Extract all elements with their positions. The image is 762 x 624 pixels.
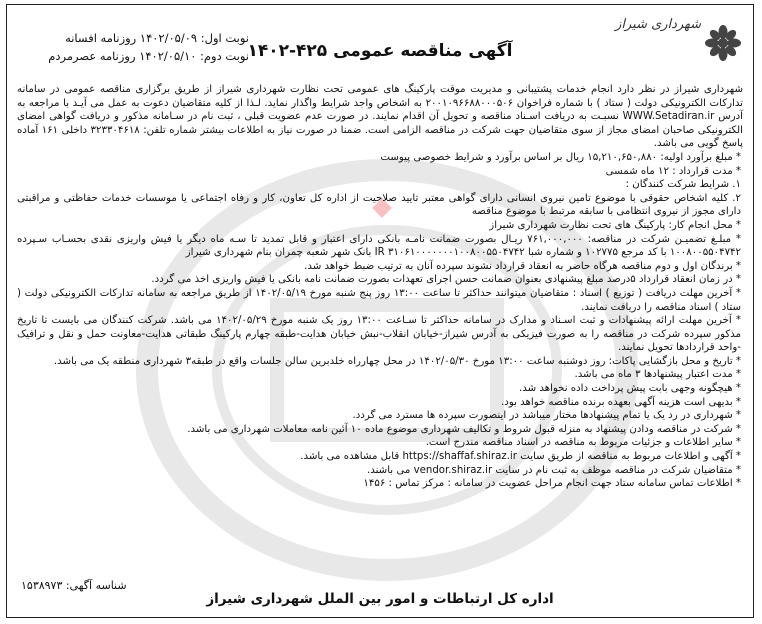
list-item: * شهرداری در رد یک یا تمام پیشنهادها مختار میباشد در اینصورت سپرده ها مسترد می گردد. (352, 410, 741, 422)
notice-frame (6, 4, 754, 618)
list-item: * مدت اعتبار پیشنهادها ۳ ماه می باشد. (574, 369, 741, 381)
publish-dates (19, 29, 249, 65)
list-item: * شرکت در مناقصه ودادن پیشنهاد به منزله قبول شروط و تکالیف شهرداری موضوع ماده ۱۰ آئین نامه معاملات شهرداری می باشد. (187, 423, 741, 435)
publish-date-first: نوبت اول: ۱۴۰۲/۰۵/۰۹ روزنامه افسانه (65, 31, 249, 45)
notice-title: آگهی مناقصه عمومی ۴۲۵-۱۴۰۲ (247, 41, 513, 61)
list-item: * بدیهی است هزینه آگهی بعهده برنده مناقصه خواهد بود. (501, 396, 741, 408)
list-item: * تاریخ و محل بازگشایی پاکات: روز دوشنبه ساعت ۱۳:۰۰ مورخ ۱۴۰۲/۰۵/۳۰ در محل چهارراه خلدبرین سالن جلسات واقع در طبقه۳ شهرداری منطقه یک می باشد. (53, 355, 741, 367)
list-item: * متقاضیان شرکت در مناقصه موظف به ثبت نام در سایت vendor.shiraz.ir می باشند. (367, 464, 741, 476)
list-item: * برندگان اول و دوم مناقصه هرگاه حاضر به انعقاد قرارداد نشوند سپرده آنان به ترتیب ضبط خواهد شد. (304, 260, 741, 272)
ad-identifier: شناسه آگهی: ۱۵۳۸۹۷۳ (21, 579, 127, 592)
list-item: ۲. کلیه اشخاص حقوقی با موضوع تامین نیروی انسانی دارای گواهی معتبر تایید صلاحیت از اداره کل تعاون، کار و رفاه اجتماعی یا موسسات خدمات حفاظتی و مراقبتی دارای مجوز از نیروی انتظامی با سابقه مرتبط با موضوع مناقصه (17, 192, 741, 218)
list-item: * مدت قرارداد : ۱۲ ماه شمسی (605, 165, 741, 177)
intro-paragraph: شهرداری شیراز در نظر دارد انجام خدمات پشتیبانی و مدیریت موقت پارکینگ های عمومی تحت نظارت شهرداری شیراز از طریق برگزاری مناقصه عمومی در سامانه تدارکات الکترونیکی دولت ( ستاد ) با شماره فراخوان ۲۰۰۱۰۹۶۶۸۸۰۰۰۵۰۶ به اشخاص واجد شرایط واگذار نماید. لـذا از کلیه متقاضیان دعوت به عمل می آیـد با مراجعه به آدرس WWW.Setadiran.ir نسبـت به دریافت اسـناد مناقصه و تحویل آن اقدام نمایند. در صورت عدم عضویت قبلی ، ثبت نام در سـامانه مذکور و دریافت گواهی امضای الکترونیکی صاحبان امضای مجاز از سوی متقاضیان جهت شرکت در مناقصه الزامی است. ضمنا در صورت نیاز به اطلاعات بیشتر شماره تلفن: ۳۲۳۳۰۴۶۱۸ داخلی ۱۶۱ آماده پاسخ گویی می باشد. (17, 84, 743, 150)
list-item: * آگهی و اطلاعات مربوط به مناقصه از طریق سایت https://shaffaf.shiraz.ir قابل مشاهده می باشد. (300, 451, 741, 463)
list-item: * مبلـغ تضمیـن شرکت در مناقصه: ۷۶۱,۰۰۰,۰۰۰ ریـال بصورت ضمانت نامـه بانکی دارای اعتبار و قابل تمدید تا سـه ماه دیگر یا فیش واریزی نقدی بحسـاب سـپرده ۱۰۰۸۰۰۵۵۰۴۷۴۲ با کد مرجع ۱۰۲۷۷۵ و شماره شبا IR ۳۱۰۶۱۰۰۰۰۰۰۰۱۰۰۸۰۰۵۵۰۴۷۴۲ بانک شهر شعبه چمران بنام شهرداری شیراز (17, 233, 741, 259)
list-item: * آخرین مهلت ارائه پیشنهادات و ثبت اسـناد و مدارک در سامانه حداکثر تا سـاعت ۱۳:۰۰ روز یک شنبه مورخ ۱۴۰۲/۰۵/۲۹ می باشد. شرکت کنندگان می بایست تا تاریخ مذکور سپرده شرکت در مناقصه را به صورت فیزیکی به آدرس شیراز-خیابان انقلاب-نبش خیابان هدایت-طبقه چهارم پارکینگ طبقاتی هدایت-معاونت حمل و نقل و ترافیک -واحد قراردادها تحویل نمایند. (17, 315, 742, 354)
list-item: * سایر اطلاعات و جزئیات مربوط به مناقصه در اسناد مناقصه مندرج است. (425, 437, 741, 449)
issuer-name: اداره کل ارتباطات و امور بین الملل شهرداری شیراز (206, 591, 554, 607)
list-item: ۱. شرایط شرکت کنندگان : (625, 179, 741, 191)
list-item: * مبلغ برآورد اولیه: ۱۵,۲۱۰,۶۵۰,۸۸۰ ریال بر اساس برآورد و شرایط خصوصی پیوست (380, 151, 741, 163)
notice-header (7, 5, 753, 73)
list-item: * در زمان انعقاد قرارداد ۵درصد مبلغ پیشنهادی بعنوان ضمانت حسن اجرای تعهدات بصورت ضمانت نامه بانکی یا فیش واریزی اخذ می گردد. (151, 274, 741, 286)
list-item: * اطلاعات تماس سامانه ستاد جهت انجام مراحل عضویت در سامانه : مرکز تماس : ۱۴۵۶ (363, 478, 741, 490)
logo-label: شهرداری شیراز (615, 17, 701, 32)
list-item: * محل انجام کار: پارکینگ های تحت نظارت شهرداری شیراز (489, 219, 741, 231)
list-item: * آخرین مهلت دریافت ( توزیع ) اسناد : متقاضیان میتوانند حداکثر تا ساعت ۱۳:۰۰ روز پنج شنبه مورخ ۱۴۰۲/۰۵/۱۹ از طریق مراجعه به سامانه تدارکات الکترونیکی دولت ( ستاد ) اسناد مناقصه را دریافت نمایند. (17, 287, 741, 313)
notice-body (17, 83, 743, 491)
publish-date-second: نوبت دوم: ۱۴۰۲/۰۵/۱۰ روزنامه عصرمردم (48, 49, 249, 63)
list-item: * هیچگونه وجهی بابت پیش پرداخت داده نخواهد شد. (518, 383, 741, 395)
